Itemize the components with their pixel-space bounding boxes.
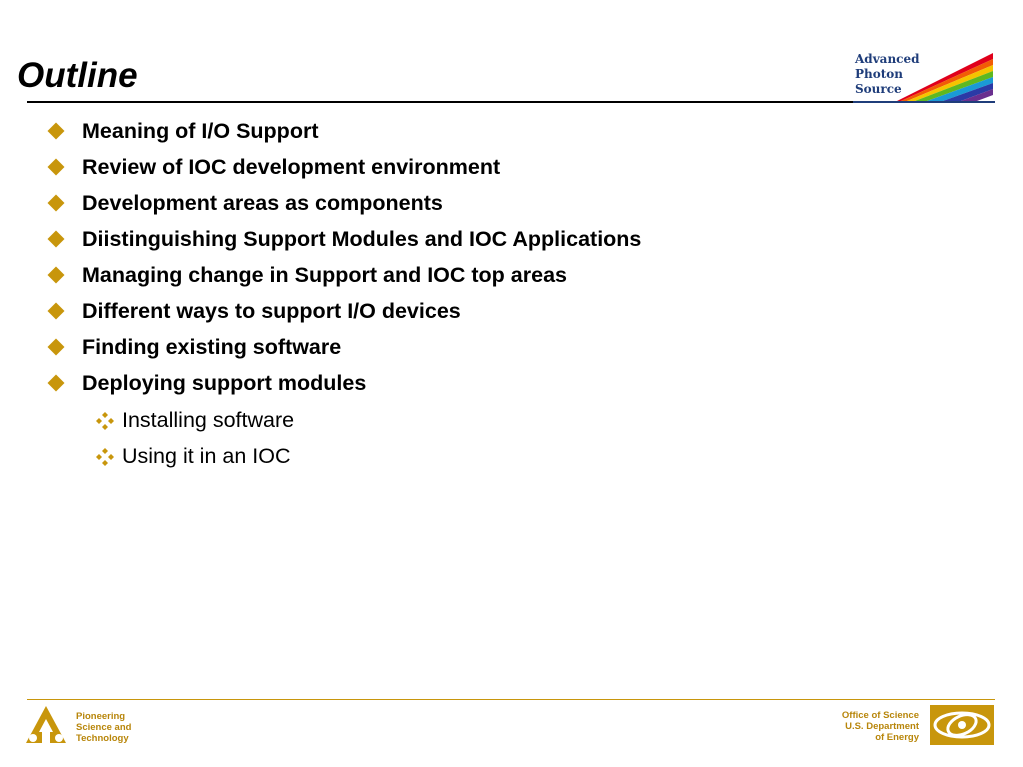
diamond-bullet-icon bbox=[48, 159, 65, 176]
bullet-label: Finding existing software bbox=[82, 335, 342, 359]
doe-logo bbox=[930, 705, 994, 750]
bullet-item bbox=[82, 189, 443, 217]
footer-left-line2: Science and bbox=[76, 722, 132, 733]
footer-left-line1: Pioneering bbox=[76, 711, 126, 722]
diamond-bullet-icon bbox=[48, 303, 65, 320]
bullet-item bbox=[82, 297, 461, 325]
bullet-item bbox=[82, 225, 641, 253]
diamond-bullet-icon bbox=[48, 339, 65, 356]
footer-right-line3: of Energy bbox=[875, 732, 919, 743]
bullet-label: Different ways to support I/O devices bbox=[82, 299, 461, 323]
bullet-item bbox=[82, 369, 366, 397]
sub-bullet-item bbox=[122, 406, 294, 434]
diamond-bullet-icon bbox=[48, 123, 65, 140]
four-diamond-bullet-icon bbox=[96, 412, 114, 430]
bullet-item bbox=[82, 117, 318, 145]
aps-logo-line2: Photon bbox=[855, 67, 904, 81]
argonne-logo-icon bbox=[25, 705, 67, 745]
footer-right-text bbox=[842, 710, 919, 743]
bullet-label: Review of IOC development environment bbox=[82, 155, 501, 179]
bullet-item bbox=[82, 153, 500, 181]
bullet-item bbox=[82, 261, 567, 289]
footer-right-line2: U.S. Department bbox=[845, 721, 919, 732]
bullet-label: Deploying support modules bbox=[82, 371, 367, 395]
doe-logo-icon bbox=[930, 705, 994, 745]
bullet-label: Diistinguishing Support Modules and IOC Applications bbox=[82, 227, 642, 251]
aps-logo-line3: Source bbox=[855, 82, 902, 96]
aps-logo-line1: Advanced bbox=[855, 52, 920, 66]
bullet-label: Development areas as components bbox=[82, 191, 443, 215]
title-divider bbox=[27, 101, 853, 103]
sub-bullet-item bbox=[122, 442, 290, 470]
diamond-bullet-icon bbox=[48, 195, 65, 212]
footer-left-text bbox=[76, 711, 131, 744]
sub-bullet-label: Installing software bbox=[122, 408, 295, 432]
four-diamond-bullet-icon bbox=[96, 448, 114, 466]
bullet-label: Meaning of I/O Support bbox=[82, 119, 319, 143]
argonne-logo bbox=[25, 705, 67, 750]
footer-divider bbox=[27, 699, 995, 700]
sub-bullet-label: Using it in an IOC bbox=[122, 444, 291, 468]
diamond-bullet-icon bbox=[48, 231, 65, 248]
bullet-item bbox=[82, 333, 341, 361]
slide-title: Outline bbox=[17, 56, 138, 95]
footer-right-line1: Office of Science bbox=[841, 710, 919, 721]
diamond-bullet-icon bbox=[48, 267, 65, 284]
diamond-bullet-icon bbox=[48, 375, 65, 392]
aps-logo bbox=[853, 49, 995, 107]
footer-left-line3: Technology bbox=[76, 733, 129, 744]
bullet-label: Managing change in Support and IOC top areas bbox=[82, 263, 567, 287]
